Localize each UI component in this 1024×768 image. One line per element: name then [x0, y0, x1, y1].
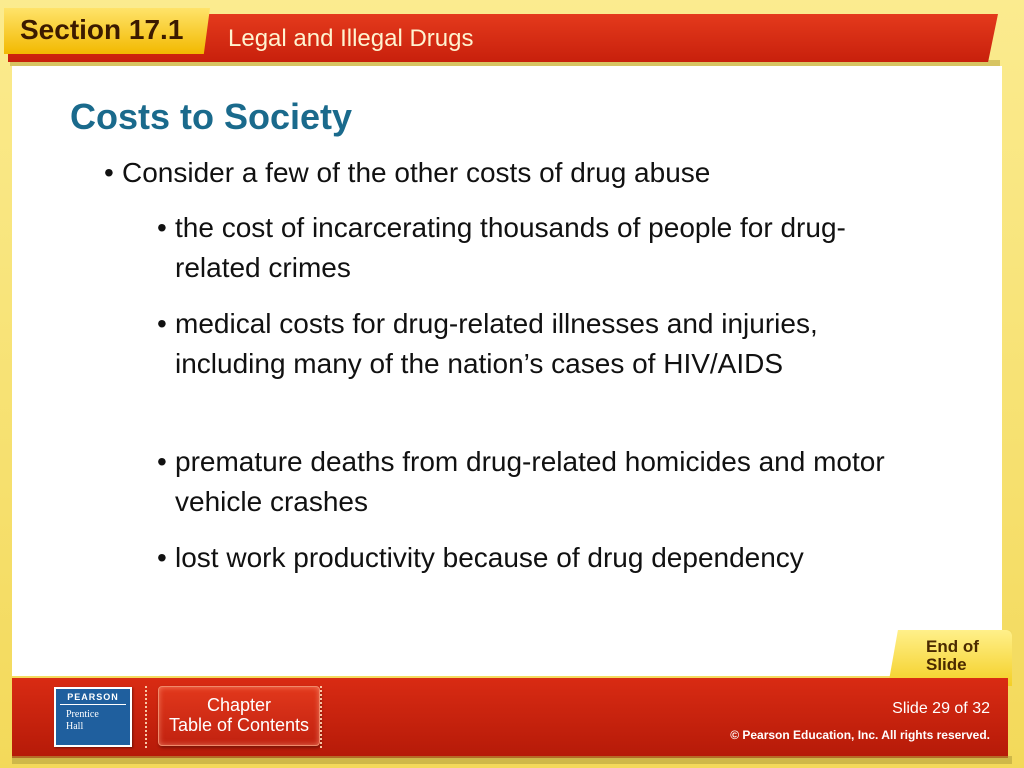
pearson-logo: [54, 687, 132, 747]
footer-divider: [145, 686, 149, 748]
header-title: Legal and Illegal Drugs: [228, 25, 474, 52]
section-label: Section 17.1: [20, 14, 184, 45]
bullet-glyph: •: [157, 212, 167, 243]
chapter-toc-label: Chapter Table of Contents: [168, 695, 310, 735]
chapter-toc-button[interactable]: [158, 686, 320, 746]
sub-bullet: [157, 442, 897, 522]
logo-top-text: PEARSON: [67, 692, 119, 702]
copyright: © Pearson Education, Inc. All rights reserved.: [730, 728, 990, 742]
slide-number: Slide 29 of 32: [892, 700, 990, 717]
bullet-glyph: •: [104, 157, 114, 188]
sub-bullet: [157, 304, 897, 384]
main-bullet: [104, 155, 884, 191]
logo-bottom-text: Prentice Hall: [66, 709, 99, 732]
sub-bullet: [157, 208, 897, 288]
bullet-glyph: •: [157, 446, 167, 477]
footer-shadow: [12, 756, 1012, 764]
sub-bullet: [157, 538, 897, 578]
sub-bullet-text: lost work productivity because of drug dependency: [175, 542, 804, 573]
footer-divider: [320, 686, 324, 748]
sub-bullet-text: medical costs for drug-related illnesses and injuries, including many of the nation’s cases of HIV/AIDS: [175, 308, 818, 379]
sub-bullet-text: premature deaths from drug-related homicides and motor vehicle crashes: [175, 446, 885, 517]
bullet-glyph: •: [157, 542, 167, 573]
end-of-slide-label[interactable]: End of Slide: [926, 637, 979, 674]
slide-title: Costs to Society: [70, 96, 353, 137]
main-bullet-text: Consider a few of the other costs of drug abuse: [122, 157, 711, 188]
bullet-glyph: •: [157, 308, 167, 339]
sub-bullet-text: the cost of incarcerating thousands of people for drug-related crimes: [175, 212, 846, 283]
logo-divider: [60, 704, 126, 705]
